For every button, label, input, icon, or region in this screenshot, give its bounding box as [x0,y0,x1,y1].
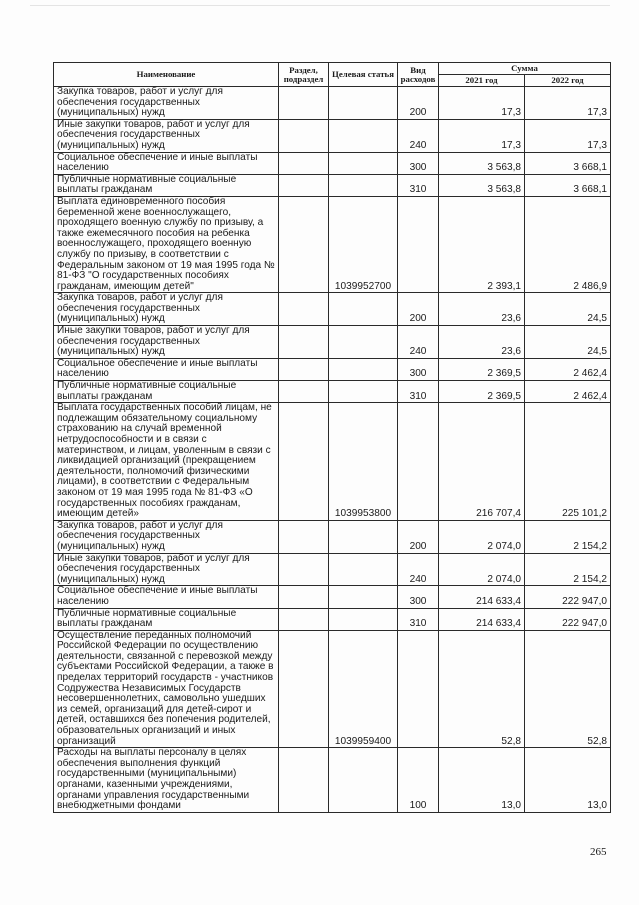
row-sum-2021: 23,6 [439,293,525,326]
row-section [279,608,329,630]
table-row [54,520,611,553]
row-target-article [329,152,398,174]
row-sum-2021: 23,6 [439,326,525,359]
header-row [54,63,611,75]
table-row [54,608,611,630]
row-section [279,630,329,748]
row-sum-2021: 2 369,5 [439,381,525,403]
row-name: Иные закупки товаров, работ и услуг для обеспечения государственных (муниципальных) нужд [54,326,279,359]
table-row [54,87,611,120]
row-section [279,87,329,120]
table-row [54,586,611,608]
row-name: Выплата единовременного пособия беременной жене военнослужащего, проходящего военную службу по призыву, а также ежемесячного пособия на ребенка военнослужащего, проходящего военную службу по призыву, в соответствии с Федеральным законом от 19 мая 1995 года № 81-ФЗ "О государственных пособиях гражданам, имеющим детей" [54,196,279,292]
row-sum-2021: 2 393,1 [439,196,525,292]
row-target-article [329,358,398,380]
row-target-article [329,608,398,630]
row-sum-2022: 2 462,4 [525,381,611,403]
row-sum-2021: 2 369,5 [439,358,525,380]
table-row [54,381,611,403]
row-name: Публичные нормативные социальные выплаты гражданам [54,381,279,403]
row-sum-2022: 3 668,1 [525,152,611,174]
row-target-article [329,326,398,359]
row-target-article [329,381,398,403]
row-sum-2021: 3 563,8 [439,152,525,174]
table-row [54,553,611,586]
row-sum-2021: 214 633,4 [439,586,525,608]
row-section [279,174,329,196]
header-type: Вид расходов [398,63,439,87]
row-sum-2021: 2 074,0 [439,520,525,553]
header-sum: Сумма [439,63,611,75]
row-sum-2022: 222 947,0 [525,608,611,630]
row-name: Иные закупки товаров, работ и услуг для обеспечения государственных (муниципальных) нужд [54,553,279,586]
table-row [54,403,611,521]
row-name: Закупка товаров, работ и услуг для обеспечения государственных (муниципальных) нужд [54,520,279,553]
row-name: Расходы на выплаты персоналу в целях обеспечения выполнения функций государственными (муниципальными) органами, казенными учреждениями, органами управления государственными внебюджетными фондами [54,748,279,813]
row-target-article [329,586,398,608]
row-sum-2022: 24,5 [525,293,611,326]
row-section [279,586,329,608]
row-target-article [329,119,398,152]
row-section [279,748,329,813]
row-name: Иные закупки товаров, работ и услуг для обеспечения государственных (муниципальных) нужд [54,119,279,152]
row-section [279,293,329,326]
row-sum-2021: 3 563,8 [439,174,525,196]
row-target-article [329,174,398,196]
row-sum-2021: 216 707,4 [439,403,525,521]
row-sum-2022: 17,3 [525,87,611,120]
row-target-article [329,293,398,326]
row-expense-type [398,403,439,521]
row-target-article [329,748,398,813]
row-expense-type: 310 [398,608,439,630]
row-expense-type: 310 [398,174,439,196]
row-sum-2022: 2 486,9 [525,196,611,292]
table-body [54,87,611,813]
table-row [54,293,611,326]
row-sum-2022: 24,5 [525,326,611,359]
row-expense-type: 200 [398,520,439,553]
row-name: Социальное обеспечение и иные выплаты населению [54,586,279,608]
row-expense-type: 100 [398,748,439,813]
row-section [279,196,329,292]
scan-edge-line [30,5,610,6]
table-row [54,358,611,380]
row-name: Закупка товаров, работ и услуг для обеспечения государственных (муниципальных) нужд [54,293,279,326]
row-section [279,326,329,359]
row-expense-type: 240 [398,326,439,359]
row-section [279,119,329,152]
row-sum-2021: 17,3 [439,87,525,120]
row-target-article: 1039953800 [329,403,398,521]
row-expense-type: 300 [398,358,439,380]
row-name: Выплата государственных пособий лицам, не подлежащим обязательному социальному страхованию на случай временной нетрудоспособности и в связи с материнством, и лицам, уволенным в связи с ликвидацией организаций (прекращением деятельности, полномочий физическими лицами), в соответствии с Федеральным законом от 19 мая 1995 года № 81-ФЗ «О государственных пособиях гражданам, имеющим детей» [54,403,279,521]
row-sum-2021: 214 633,4 [439,608,525,630]
row-name: Закупка товаров, работ и услуг для обеспечения государственных (муниципальных) нужд [54,87,279,120]
row-target-article [329,520,398,553]
row-section [279,553,329,586]
header-year-2021: 2021 год [439,75,525,87]
header-target: Целевая статья [329,63,398,87]
row-sum-2022: 2 154,2 [525,553,611,586]
row-sum-2021: 52,8 [439,630,525,748]
row-expense-type: 200 [398,293,439,326]
table-row [54,748,611,813]
header-year-2022: 2022 год [525,75,611,87]
page-number: 265 [590,846,607,858]
table-row [54,152,611,174]
row-expense-type [398,630,439,748]
row-expense-type: 300 [398,586,439,608]
row-expense-type: 240 [398,553,439,586]
table-row [54,174,611,196]
row-name: Социальное обеспечение и иные выплаты населению [54,358,279,380]
table-row [54,630,611,748]
header-section: Раздел, подраздел [279,63,329,87]
row-target-article [329,553,398,586]
row-sum-2022: 13,0 [525,748,611,813]
row-name: Осуществление переданных полномочий Российской Федерации по осуществлению деятельности, связанной с перевозкой между субъектами Российской Федерации, а также в пределах территорий государств - участников Содружества Независимых Государств несовершеннолетних, самовольно ушедших из семей, организаций для детей-сирот и детей, оставшихся без попечения родителей, образовательных организаций и иных организаций [54,630,279,748]
row-target-article: 1039952700 [329,196,398,292]
row-expense-type [398,196,439,292]
row-section [279,520,329,553]
row-expense-type: 300 [398,152,439,174]
table-row [54,196,611,292]
budget-table [53,62,611,813]
row-expense-type: 200 [398,87,439,120]
row-sum-2021: 13,0 [439,748,525,813]
row-sum-2022: 17,3 [525,119,611,152]
row-expense-type: 240 [398,119,439,152]
row-sum-2022: 2 462,4 [525,358,611,380]
row-sum-2021: 17,3 [439,119,525,152]
row-expense-type: 310 [398,381,439,403]
row-sum-2022: 2 154,2 [525,520,611,553]
table-row [54,119,611,152]
row-name: Социальное обеспечение и иные выплаты населению [54,152,279,174]
row-target-article [329,87,398,120]
table-row [54,326,611,359]
row-sum-2022: 52,8 [525,630,611,748]
row-section [279,358,329,380]
row-section [279,381,329,403]
header-name: Наименование [54,63,279,87]
row-target-article: 1039959400 [329,630,398,748]
row-sum-2022: 3 668,1 [525,174,611,196]
row-name: Публичные нормативные социальные выплаты гражданам [54,608,279,630]
row-name: Публичные нормативные социальные выплаты гражданам [54,174,279,196]
row-sum-2021: 2 074,0 [439,553,525,586]
row-sum-2022: 222 947,0 [525,586,611,608]
row-sum-2022: 225 101,2 [525,403,611,521]
row-section [279,403,329,521]
row-section [279,152,329,174]
